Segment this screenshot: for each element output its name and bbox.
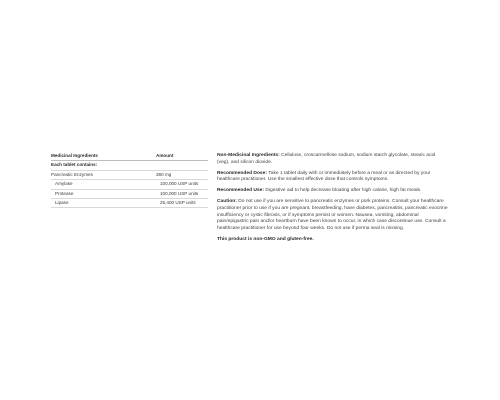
ingredient-name: Pancreatic Enzymes bbox=[51, 171, 93, 177]
table-subheader-row bbox=[51, 161, 208, 170]
header-ingredients: Medicinal Ingredients bbox=[51, 153, 98, 158]
recommended-use-paragraph bbox=[217, 188, 449, 195]
recommended-dose-paragraph bbox=[217, 171, 449, 185]
ingredient-name: Amylase bbox=[55, 181, 73, 187]
ingredient-amount: 100,000 USP units bbox=[160, 181, 199, 187]
table-row bbox=[51, 190, 208, 199]
table-row bbox=[51, 171, 208, 180]
table-header-row bbox=[51, 152, 208, 161]
non-medicinal-paragraph bbox=[217, 153, 449, 167]
gmo-note: This product is non-GMO and gluten-free. bbox=[217, 236, 314, 242]
medicinal-ingredients-table bbox=[51, 152, 208, 208]
caution-label: Caution: bbox=[217, 198, 237, 204]
ingredient-name: Protease bbox=[55, 190, 74, 196]
recommended-dose-text: Take 1 tablet daily with or immediately before a meal or as directed by your healthcare practitioner. Use the smallest effective dose that controls symptoms. bbox=[217, 170, 431, 183]
ingredient-amount: 380 mg bbox=[156, 171, 172, 177]
ingredient-name: Lipase bbox=[55, 200, 69, 206]
non-medicinal-text: Cellulose, croscarmellose sodium, sodium starch glycolate, stearic acid (veg), and silicon dioxide. bbox=[217, 153, 436, 165]
header-amount: Amount bbox=[156, 153, 174, 158]
recommended-dose-label: Recommended Dose: bbox=[217, 170, 268, 176]
ingredient-amount: 25,400 USP units bbox=[160, 200, 196, 206]
gmo-note-paragraph bbox=[217, 237, 449, 244]
ingredient-amount: 100,000 USP units bbox=[160, 190, 199, 196]
recommended-use-label: Recommended Use: bbox=[217, 188, 265, 194]
table-row bbox=[51, 199, 208, 208]
non-medicinal-label: Non-Medicinal Ingredients: bbox=[217, 153, 280, 158]
table-row bbox=[51, 180, 208, 189]
subheader-each-tablet: Each tablet contains: bbox=[51, 162, 98, 168]
product-info-text bbox=[217, 153, 449, 248]
caution-paragraph bbox=[217, 199, 449, 233]
caution-text: Do not use if you are sensitive to pancreatic enzymes or pork proteins. Consult your healthcare practitioner prior to use if you are pregnant, breastfeeding, have diabetes, pancreatitis, pancreatic exocrine insufficiency or cystic fibrosis, or if symptoms persist or worsen. Nausea, vomiting, abdominal pain/epigastric pain and/or heartburn have been known to occur, in which case discontinue use. Consult a healthcare practitioner for use beyond four weeks. Do not use if perma seal is missing. bbox=[217, 198, 448, 232]
recommended-use-text: Digestive aid to help decrease bloating after high calorie, high fat meals. bbox=[264, 188, 422, 194]
